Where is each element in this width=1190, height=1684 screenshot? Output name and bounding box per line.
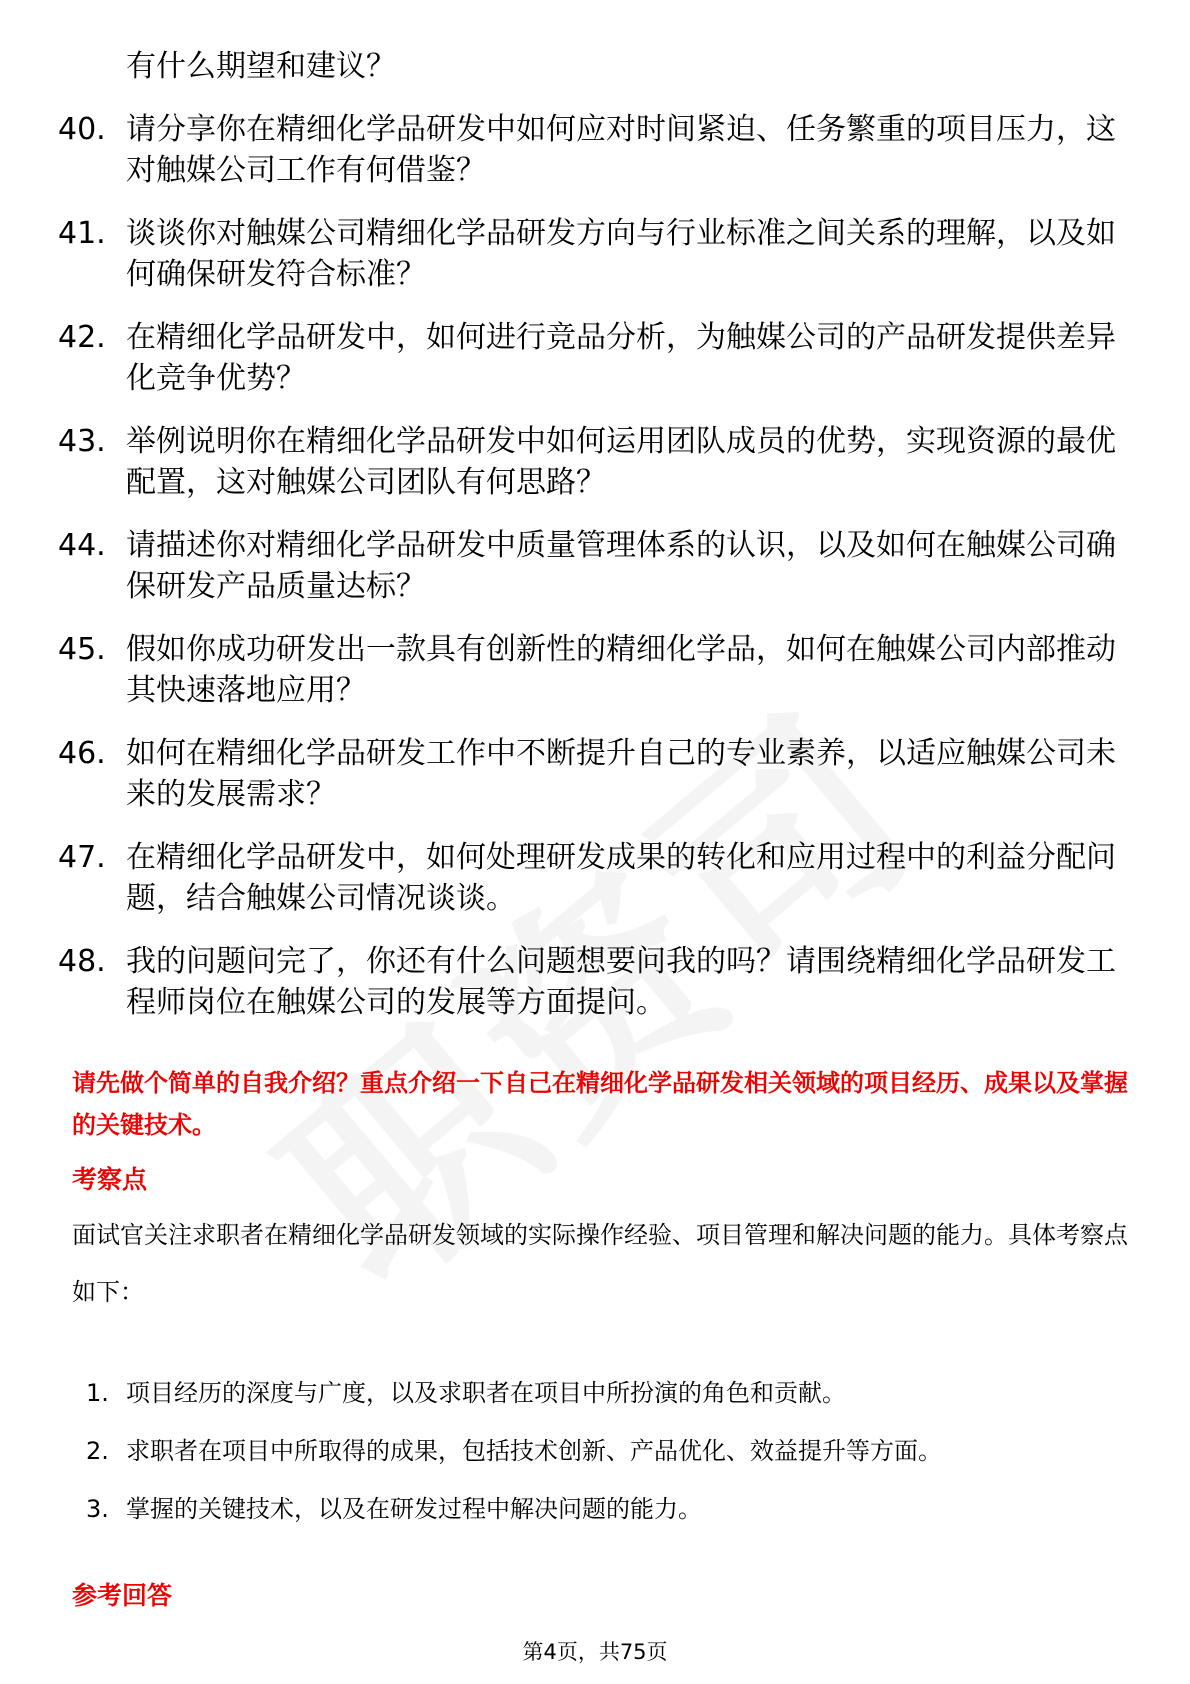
question-item [0,941,1190,1023]
question-item [0,213,1190,295]
page-footer: 第4页，共75页 [522,1640,668,1664]
question-text: 举例说明你在精细化学品研发中如何运用团队成员的优势，实现资源的最优配置，这对触媒公司团队有何思路？ [126,424,1116,500]
point-number: 1. [86,1379,109,1407]
question-text: 请分享你在精细化学品研发中如何应对时间紧迫、任务繁重的项目压力，这对触媒公司工作有何借鉴？ [126,112,1116,188]
question-text: 如何在精细化学品研发工作中不断提升自己的专业素养，以适应触媒公司未来的发展需求？ [126,736,1116,812]
assessment-point [0,1491,1190,1527]
question-number: 41. [58,216,106,251]
question-number: 46. [58,736,106,771]
question-continuation: 有什么期望和建议？ [126,49,396,84]
assessment-points [0,1375,1190,1549]
reference-answer-title: 参考回答 [72,1581,173,1610]
featured-question: 请先做个简单的自我介绍？重点介绍一下自己在精细化学品研发相关领域的项目经历、成果以及掌握的关键技术。 [72,1069,1128,1139]
point-text: 掌握的关键技术，以及在研发过程中解决问题的能力。 [126,1495,702,1523]
assessment-title: 考察点 [72,1165,148,1194]
question-number: 40. [58,112,106,147]
point-number: 2. [86,1437,109,1465]
assessment-intro: 面试官关注求职者在精细化学品研发领域的实际操作经验、项目管理和解决问题的能力。具体考察点如下： [72,1221,1128,1306]
question-number: 44. [58,528,106,563]
question-number: 47. [58,840,106,875]
question-number: 43. [58,424,106,459]
question-number: 42. [58,320,106,355]
question-text: 在精细化学品研发中，如何进行竞品分析，为触媒公司的产品研发提供差异化竞争优势？ [126,320,1116,396]
assessment-point [0,1433,1190,1469]
question-item [0,629,1190,711]
question-text: 谈谈你对触媒公司精细化学品研发方向与行业标准之间关系的理解，以及如何确保研发符合标准？ [126,216,1116,292]
question-list [0,46,1190,1045]
point-text: 项目经历的深度与广度，以及求职者在项目中所扮演的角色和贡献。 [126,1379,846,1407]
question-text: 我的问题问完了，你还有什么问题想要问我的吗？请围绕精细化学品研发工程师岗位在触媒公司的发展等方面提问。 [126,944,1116,1020]
question-item [0,317,1190,399]
question-text: 在精细化学品研发中，如何处理研发成果的转化和应用过程中的利益分配问题，结合触媒公司情况谈谈。 [126,840,1116,916]
point-text: 求职者在项目中所取得的成果，包括技术创新、产品优化、效益提升等方面。 [126,1437,942,1465]
question-number: 48. [58,944,106,979]
question-item [0,421,1190,503]
question-text: 假如你成功研发出一款具有创新性的精细化学品，如何在触媒公司内部推动其快速落地应用？ [126,632,1116,708]
question-text: 请描述你对精细化学品研发中质量管理体系的认识，以及如何在触媒公司确保研发产品质量达标？ [126,528,1116,604]
question-number: 45. [58,632,106,667]
question-item [0,733,1190,815]
question-item [0,525,1190,607]
point-number: 3. [86,1495,109,1523]
assessment-point [0,1375,1190,1411]
question-item [0,837,1190,919]
question-item [0,109,1190,191]
